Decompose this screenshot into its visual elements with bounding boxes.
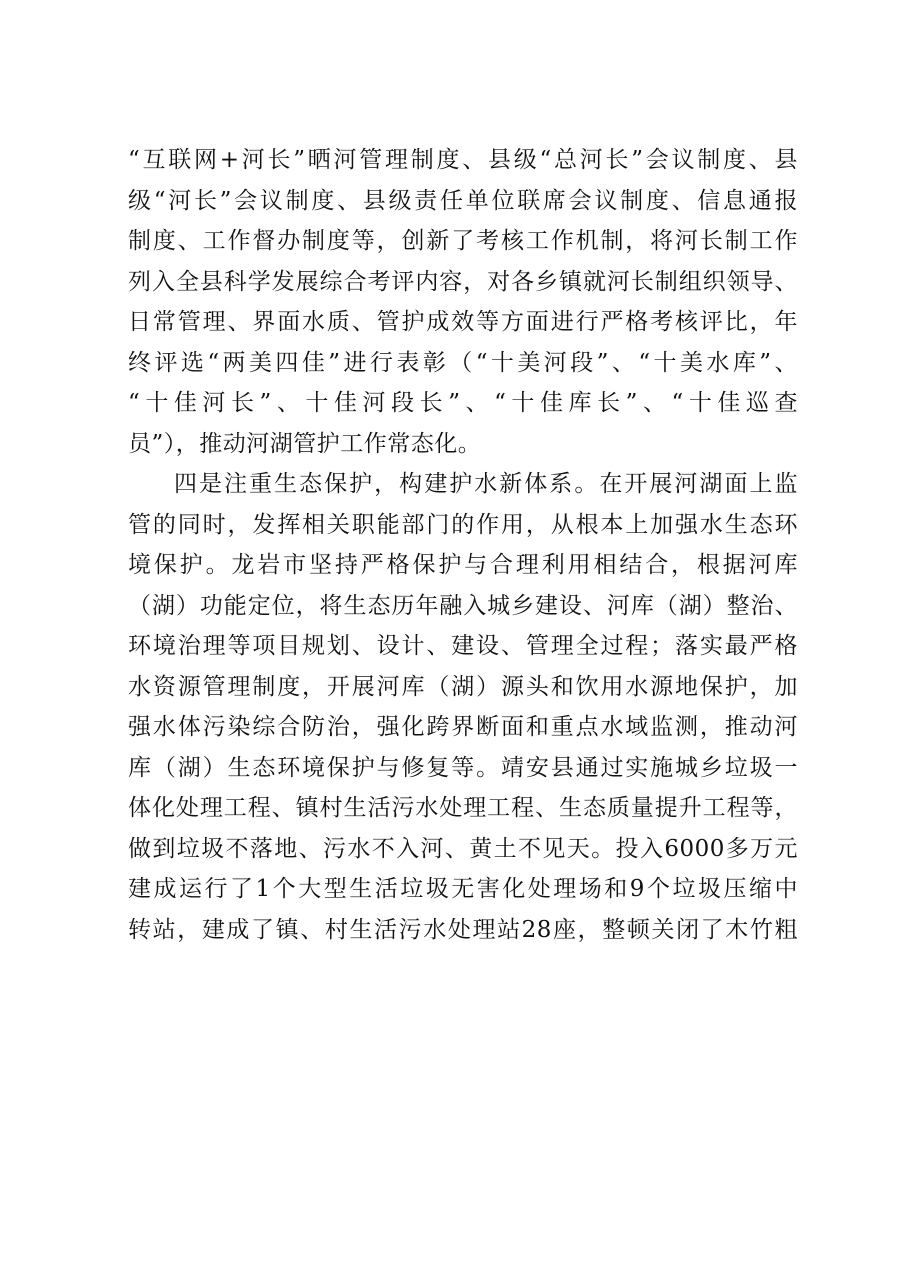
text-line: 制度、工作督办制度等，创新了考核工作机制，将河长制工作: [128, 228, 798, 254]
text-line: 转站，建成了镇、村生活污水处理站28座，整顿关闭了木竹粗: [128, 916, 798, 943]
text-line: 环境治理等项目规划、设计、建设、管理全过程；落实最严格: [128, 633, 798, 659]
text-line: 水资源管理制度，开展河库（湖）源头和饮用水源地保护，加: [128, 673, 798, 700]
text-line: 级“河长”会议制度、县级责任单位联席会议制度、信息通报: [128, 187, 798, 214]
text-line: 日常管理、界面水质、管护成效等方面进行严格考核评比，年: [128, 309, 798, 335]
text-line: 库（湖）生态环境保护与修复等。靖安县通过实施城乡垃圾一: [128, 754, 798, 781]
text-line: 做到垃圾不落地、污水不入河、黄土不见天。投入6000多万元: [128, 835, 798, 862]
text-line: （湖）功能定位，将生态历年融入城乡建设、河库（湖）整治、: [128, 592, 798, 619]
text-line: “十佳河长”、十佳河段长”、“十佳库长”、“十佳巡查: [128, 390, 798, 416]
text-line: 建成运行了1个大型生活垃圾无害化处理场和9个垃圾压缩中: [128, 876, 798, 902]
text-line: “互联网+河长”晒河管理制度、县级“总河长”会议制度、县: [128, 147, 798, 173]
text-line: 境保护。龙岩市坚持严格保护与合理利用相结合，根据河库: [128, 552, 798, 578]
text-line: 强水体污染综合防治，强化跨界断面和重点水域监测，推动河: [128, 714, 798, 740]
paragraph-start-line: 四是注重生态保护，构建护水新体系。在开展河湖面上监: [174, 471, 798, 497]
text-line: 终评选“两美四佳”进行表彰（“十美河段”、“十美水库”、: [128, 349, 798, 376]
text-line: 列入全县科学发展综合考评内容，对各乡镇就河长制组织领导、: [128, 268, 798, 295]
text-line: 体化处理工程、镇村生活污水处理工程、生态质量提升工程等，: [128, 795, 798, 821]
text-line: 员”），推动河湖管护工作常态化。: [128, 430, 482, 457]
text-line: 管的同时，发挥相关职能部门的作用，从根本上加强水生态环: [128, 511, 798, 538]
body-text: [128, 140, 798, 950]
